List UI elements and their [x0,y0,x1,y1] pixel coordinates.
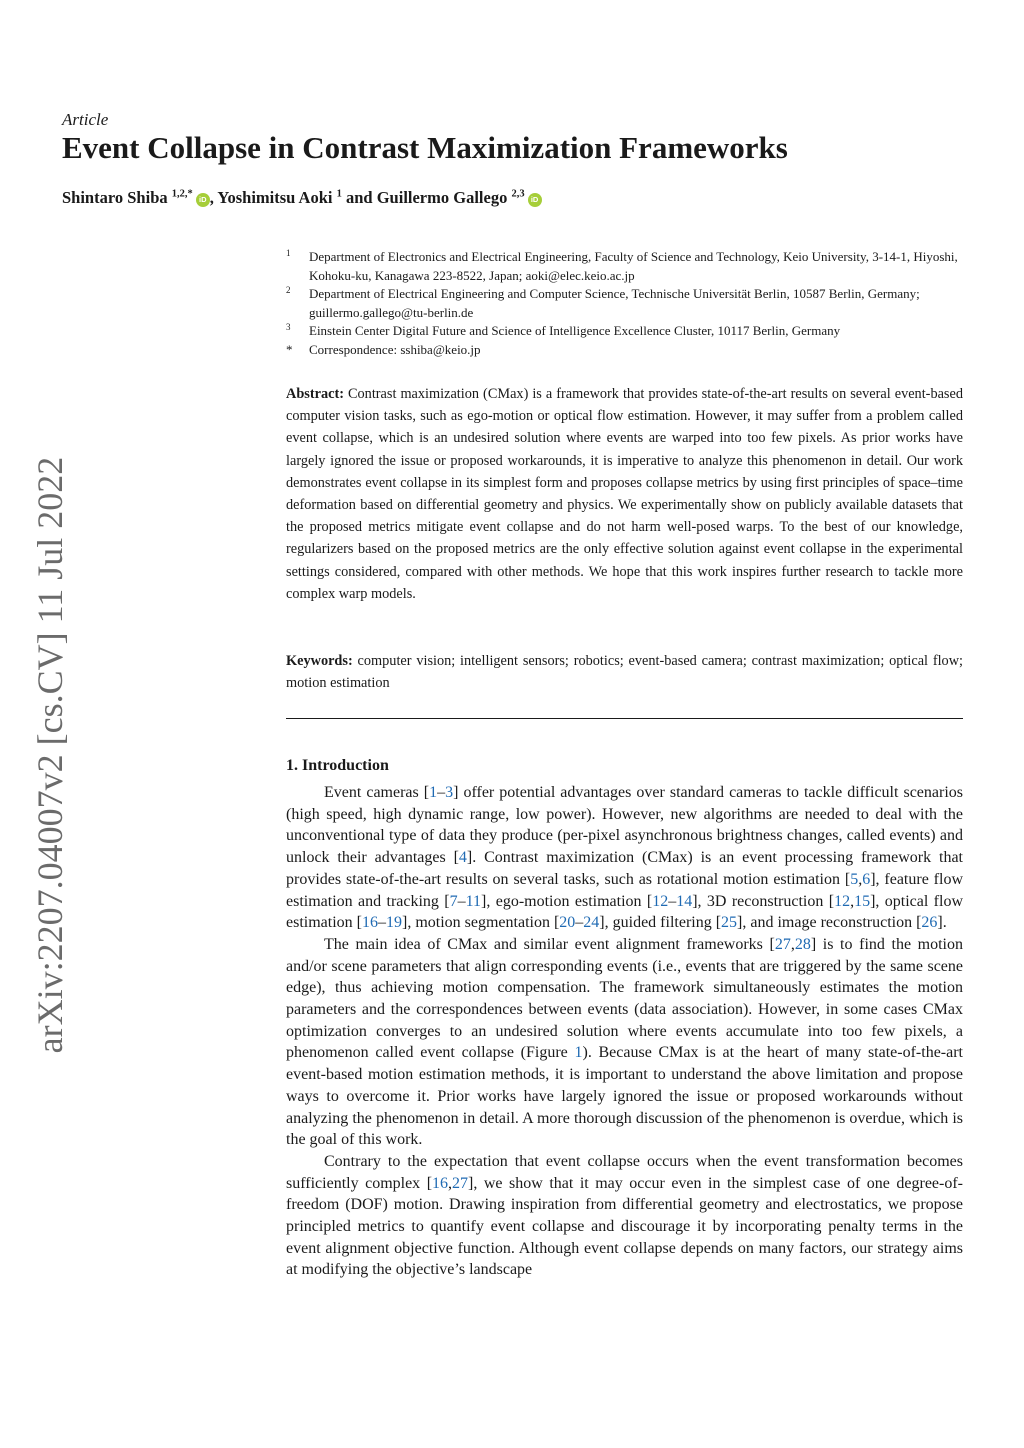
citation-link[interactable]: 6 [862,870,871,888]
body-paragraph: Event cameras [1–3] offer potential advantages over standard cameras to tackle difficult scenarios (high speed, high dynamic range, low power). However, new algorithms are needed to deal with the unconventional type of data they produce (per-pixel asynchronous brightness changes, called events) and unlock their advantages [4]. Contrast maximization (CMax) is an event processing framework that provides state-of-the-art results on several tasks, such as rotational motion estimation [5,6], feature flow estimation and tracking [7–11], ego-motion estimation [12–14], 3D reconstruction [12,15], optical flow estimation [16–19], motion segmentation [20–24], guided filtering [25], and image reconstruction [26]. [286,784,964,932]
author-list [62,188,542,208]
article-type: Article [62,110,109,129]
citation-link[interactable]: 1 [574,1044,583,1062]
affiliation-text: Department of Electrical Engineering and Computer Science, Technische Universität Berlin, 10587 Berlin, Germany; guillermo.gallego@tu-berlin.de [309,286,920,320]
citation-link[interactable]: 25 [721,914,738,932]
orcid-icon[interactable]: iD [528,193,542,207]
affiliation-text: Einstein Center Digital Future and Science of Intelligence Excellence Cluster, 10117 Berlin, Germany [309,323,841,338]
keywords [286,650,963,694]
abstract-text: Contrast maximization (CMax) is a framework that provides state-of-the-art results on several event-based computer vision tasks, such as ego-motion or optical flow estimation. However, it may suffer from a problem called event collapse, which is an undesired solution where events are warped into too few pixels. As prior works have largely ignored the issue or proposed workarounds, it is imperative to analyze this phenomenon in detail. Our work demonstrates event collapse in its simplest form and proposes collapse metrics by using first principles of space–time deformation based on differential geometry and physics. We experimentally show on publicly available datasets that the proposed metrics mitigate event collapse and do not harm well-posed warps. To the best of our knowledge, regularizers based on the proposed metrics are the only effective solution against event collapse in the experimental settings considered, compared with other methods. We hope that this work inspires further research to tackle more complex warp models. [286,386,963,602]
citation-link[interactable]: 5 [850,870,859,888]
arxiv-identifier: arXiv:2207.04007v2 [cs.CV] 11 Jul 2022 [30,456,70,1054]
body-paragraph: Contrary to the expectation that event collapse occurs when the event transformation becomes sufficiently complex [16,27], we show that it may occur even in the simplest case of one degree-of-freedom (DOF) motion. Drawing inspiration from differential geometry and electrostatics, we propose principled metrics to quantify event collapse and discourage it by incorporating penalty terms in the event alignment objective function. Although event collapse depends on many factors, our strategy aims at modifying the objective’s landscape [286,1152,964,1279]
citation-link[interactable]: 19 [385,914,402,932]
author-name: Yoshimitsu Aoki [217,188,333,207]
author-affiliation-mark: 1 [336,188,342,200]
citation-link[interactable]: 12 [652,892,669,910]
citation-link[interactable]: 12 [834,892,851,910]
citation-link[interactable]: 15 [854,892,871,910]
citation-link[interactable]: 27 [452,1174,469,1192]
citation-link[interactable]: 16 [432,1174,449,1192]
citation-link[interactable]: 14 [676,892,693,910]
author-affiliation-mark: 2,3 [511,188,525,200]
affiliations [286,248,966,359]
author-name: Shintaro Shiba [62,188,168,207]
keywords-text: computer vision; intelligent sensors; robotics; event-based camera; contrast maximization; optical flow; motion estimation [286,653,963,692]
affiliation-text: Correspondence: sshiba@keio.jp [309,341,481,357]
affiliation-text: Department of Electronics and Electrical Engineering, Faculty of Science and Technology, Keio University, 3-14-1, Hiyoshi, Kohoku-ku, Kanagawa 223-8522, Japan; aoki@elec.keio.ac.jp [309,249,958,283]
correspondence [286,341,966,360]
citation-link[interactable]: 24 [583,914,600,932]
abstract-label: Abstract: [286,386,344,402]
affiliation-mark: * [286,341,293,357]
affiliation-mark: 1 [286,248,291,258]
citation-link[interactable]: 3 [445,784,454,801]
abstract [286,383,963,605]
section-divider [286,718,963,719]
citation-link[interactable]: 1 [429,784,438,801]
citation-link[interactable]: 11 [465,892,482,910]
author-name: Guillermo Gallego [376,188,508,207]
affiliation-item [286,322,966,341]
introduction-body [286,782,963,1281]
author-affiliation-mark: 1,2,* [171,188,193,200]
citation-link[interactable]: 27 [774,935,791,953]
citation-link[interactable]: 16 [361,914,378,932]
author-separator: and [341,188,377,207]
arxiv-sidebar [20,456,80,1054]
orcid-icon[interactable]: iD [196,193,210,207]
citation-link[interactable]: 4 [458,849,467,867]
keywords-label: Keywords: [286,653,353,669]
affiliation-item [286,285,966,322]
citation-link[interactable]: 20 [559,914,576,932]
citation-link[interactable]: 7 [449,892,458,910]
section-heading: 1. Introduction [286,757,389,774]
affiliation-mark: 2 [286,285,291,295]
affiliation-mark: 3 [286,322,291,332]
citation-link[interactable]: 26 [921,914,938,932]
author-separator: , [209,188,218,207]
paper-title: Event Collapse in Contrast Maximization Frameworks [62,130,788,165]
affiliation-item [286,248,966,285]
body-paragraph: The main idea of CMax and similar event alignment frameworks [27,28] is to find the motion and/or scene parameters that align corresponding events (i.e., events that are triggered by the same scene edge), thus achieving motion compensation. The framework simultaneously estimates the motion parameters and the correspondences between events (data association). However, in some cases CMax optimization converges to an undesired solution where events accumulate into too few pixels, a phenomenon called event collapse (Figure 1). Because CMax is at the heart of many state-of-the-art event-based motion estimation methods, it is important to understand the above limitation and propose ways to overcome it. Prior works have largely ignored the issue or proposed workarounds without analyzing the phenomenon in detail. A more thorough discussion of the phenomenon is overdue, which is the goal of this work. [286,935,964,1149]
citation-link[interactable]: 28 [794,935,811,953]
